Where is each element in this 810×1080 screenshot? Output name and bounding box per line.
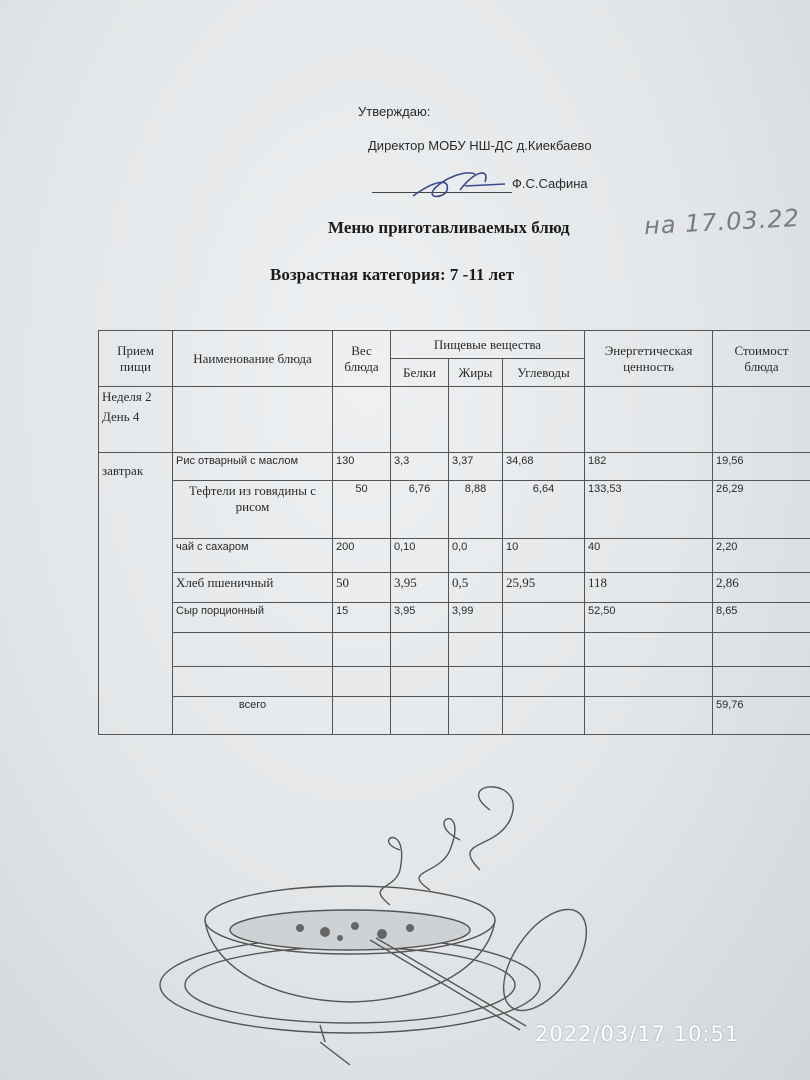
dish-energy: 40 bbox=[585, 539, 713, 573]
dish-carbs: 10 bbox=[503, 539, 585, 573]
dish-carbs: 25,95 bbox=[503, 573, 585, 603]
dish-cost: 2,20 bbox=[713, 539, 810, 573]
meal-name: завтрак bbox=[99, 453, 173, 735]
dish-carbs: 6,64 bbox=[503, 481, 585, 539]
dish-energy: 118 bbox=[585, 573, 713, 603]
dish-protein: 3,3 bbox=[391, 453, 449, 481]
photo-timestamp: 2022/03/17 10:51 bbox=[535, 1022, 740, 1046]
dish-cost: 8,65 bbox=[713, 603, 810, 633]
header-cost: Стоимост блюда bbox=[713, 331, 810, 387]
header-energy: Энергетическая ценность bbox=[585, 331, 713, 387]
dish-fat: 0,5 bbox=[449, 573, 503, 603]
dish-energy: 52,50 bbox=[585, 603, 713, 633]
header-weight: Вес блюда bbox=[333, 331, 391, 387]
dish-protein: 0,10 bbox=[391, 539, 449, 573]
header-fat: Жиры bbox=[449, 359, 503, 387]
dish-weight: 130 bbox=[333, 453, 391, 481]
header-carbs: Углеводы bbox=[503, 359, 585, 387]
dish-protein: 3,95 bbox=[391, 573, 449, 603]
dish-name: Рис отварный с маслом bbox=[173, 453, 333, 481]
day-label: День 4 bbox=[102, 409, 140, 424]
approval-director: Директор МОБУ НШ-ДС д.Киекбаево bbox=[368, 138, 592, 153]
total-cost: 59,76 bbox=[713, 697, 810, 735]
dish-weight: 15 bbox=[333, 603, 391, 633]
dish-energy: 182 bbox=[585, 453, 713, 481]
header-meal: Прием пищи bbox=[99, 331, 173, 387]
total-label: всего bbox=[173, 697, 333, 735]
dish-energy: 133,53 bbox=[585, 481, 713, 539]
dish-name: чай с сахаром bbox=[173, 539, 333, 573]
dish-name: Тефтели из говядины с рисом bbox=[173, 481, 333, 539]
dish-protein: 6,76 bbox=[391, 481, 449, 539]
signature-icon bbox=[405, 160, 515, 205]
dish-cost: 26,29 bbox=[713, 481, 810, 539]
menu-table bbox=[98, 330, 810, 735]
header-dish: Наименование блюда bbox=[173, 331, 333, 387]
dish-cost: 19,56 bbox=[713, 453, 810, 481]
approval-title: Утверждаю: bbox=[358, 104, 431, 119]
week-day-cell bbox=[99, 387, 173, 453]
dish-protein: 3,95 bbox=[391, 603, 449, 633]
approval-name: Ф.С.Сафина bbox=[512, 176, 588, 191]
dish-fat: 0,0 bbox=[449, 539, 503, 573]
dish-carbs bbox=[503, 603, 585, 633]
dish-carbs: 34,68 bbox=[503, 453, 585, 481]
dish-name: Сыр порционный bbox=[173, 603, 333, 633]
dish-fat: 3,37 bbox=[449, 453, 503, 481]
header-protein: Белки bbox=[391, 359, 449, 387]
dish-cost: 2,86 bbox=[713, 573, 810, 603]
dish-name: Хлеб пшеничный bbox=[173, 573, 333, 603]
dish-weight: 50 bbox=[333, 573, 391, 603]
dish-fat: 8,88 bbox=[449, 481, 503, 539]
dish-weight: 50 bbox=[333, 481, 391, 539]
dish-weight: 200 bbox=[333, 539, 391, 573]
dish-fat: 3,99 bbox=[449, 603, 503, 633]
week-label: Неделя 2 bbox=[102, 389, 152, 404]
handwritten-date: на 17.03.22 bbox=[643, 203, 801, 241]
page-title: Меню приготавливаемых блюд bbox=[328, 218, 570, 237]
age-category: Возрастная категория: 7 -11 лет bbox=[270, 265, 515, 284]
header-nutrients: Пищевые вещества bbox=[391, 331, 585, 359]
